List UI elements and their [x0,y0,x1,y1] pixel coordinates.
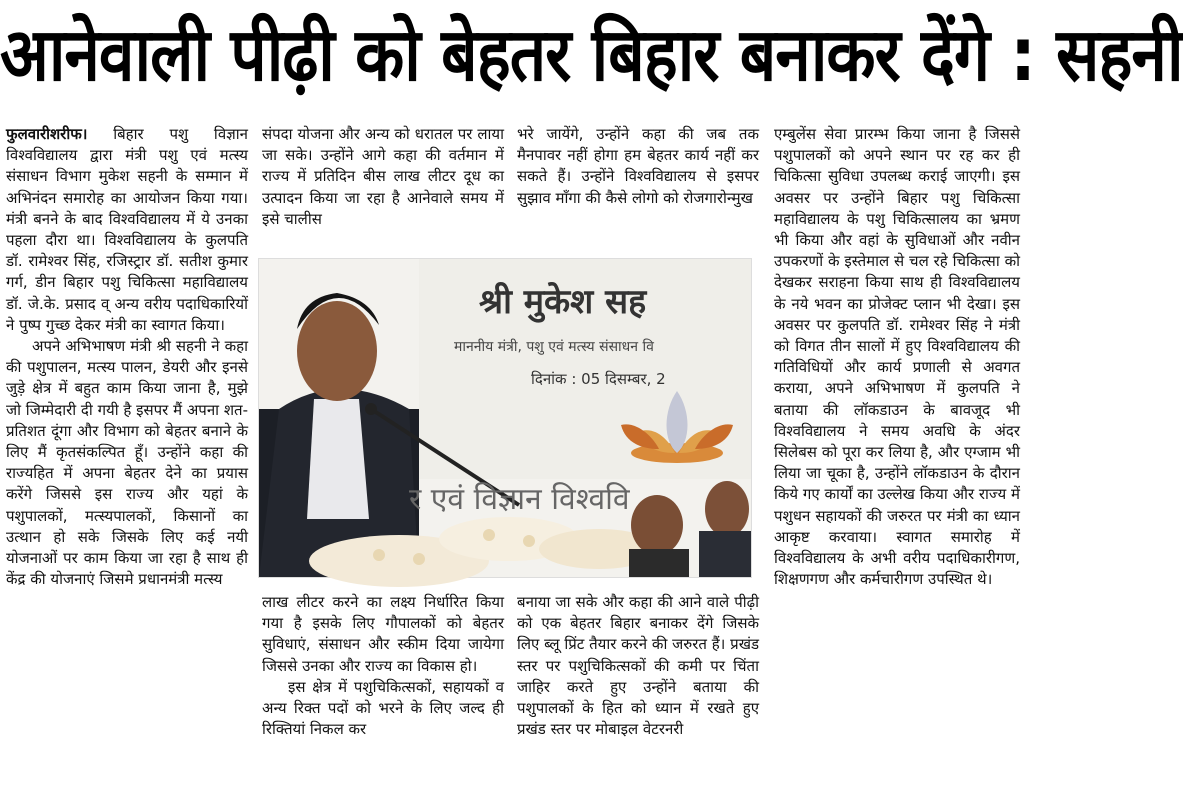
paragraph [6,124,248,336]
article-column-4 [774,124,1020,784]
paragraph: संपदा योजना और अन्य को धरातल पर लाया जा सके। उन्होंने आगे कहा की वर्तमान में राज्य में प्रतिदिन बीस लाख लीटर दूध का उत्पादन किया जा रहा है आनेवाले समय में इसे चालीस [262,125,504,228]
article-column-3-bottom [517,592,759,784]
banner-date: दिनांक : 05 दिसम्बर, 2 [531,370,666,388]
paragraph: भरे जायेंगे, उन्होंने कहा की जब तक मैनपावर नहीं होगा हम बेहतर कार्य नहीं कर सकते हैं। उन्होंने विश्वविद्यालय से इसपर सुझाव माँगा की कैसे लोगो को रोजगारोन्मुख [517,125,759,207]
event-photo [258,258,752,578]
article-column-2-top [262,124,504,254]
banner-subtitle: माननीय मंत्री, पशु एवं मत्स्य संसाधन वि [454,339,654,355]
paragraph: अपने अभिभाषण मंत्री श्री सहनी ने कहा की पशुपालन, मत्स्य पालन, डेयरी और इनसे जुड़े क्षेत्र में बहुत काम किया जाना है, मुझे जो जिम्मेदारी दी गयी है इसपर मैं अपना शत-प्रतिशत दूंगा और विभाग को बेहतर बनाने के लिए मैं कृतसंकल्पित हूँ। उन्होंने कहा की राज्यहित में अपना बेहतर देने का प्रयास करेंगे जिससे इस राज्य और यहां के पशुपालकों, मत्स्यपालकों, किसानों का उत्थान हो सके जिसके लिए कई नयी योजनाओं पर काम किया जा रहा है साथ ही केंद्र की योजनाएं जिसमे प्रधानमंत्री मत्स्य [6,337,248,589]
paragraph: लाख लीटर करने का लक्ष्य निर्धारित किया गया है इसके लिए गौपालकों को बेहतर सुविधाएं, संसाधन और स्कीम दिया जायेगा जिससे उनका और राज्य का विकास हो। [262,593,504,675]
paragraph: एम्बुलेंस सेवा प्रारम्भ किया जाना है जिससे पशुपालकों को अपने स्थान पर रह कर ही चिकित्सा सुविधा उपलब्ध कराई जाएगी। इस अवसर पर उन्होंने बिहार पशु चिकित्सा महाविद्यालय के पशु चिकित्सालय का भ्रमण भी किया और वहां के सुविधाओं और नवीन उपकरणों के इस्तेमाल से चल रहे चिकित्सा को देखकर सराहना किया साथ ही विश्वविद्यालय के नये भवन का प्रोजेक्ट प्लान भी देखा। इस अवसर पर कुलपति डॉ. रामेश्वर सिंह ने मंत्री को विगत तीन सालों में हुए विश्वविद्यालय की गतिविधियों और कार्य प्रणाली से अवगत कराया, अपने अभिभाषण में कुलपति ने बताया की लॉकडाउन के बावजूद भी विश्वविद्यालय ने समय अवधि के अंदर सिलेबस को पूरा कर लिया है, और एग्जाम भी लिया जा चूका है, उन्होंने लॉकडाउन के दौरान किये गए कार्यों का उल्लेख किया और राज्य में पशुधन सहायकों की जरुरत पर मंत्री का ध्यान आकृष्ट करवाया। स्वागत समारोह में विश्वविद्यालय के अभी वरीय पदाधिकारीगण, शिक्षणगण और कर्मचारीगण उपस्थित थे। [774,125,1020,589]
paragraph: बनाया जा सके और कहा की आने वाले पीढ़ी को एक बेहतर बिहार बनाकर देंगे जिसके लिए ब्लू प्रिंट तैयार करने की जरुरत हैं। प्रखंड स्तर पर पशुचिकित्सकों की कमी पर चिंता जाहिर करते हुए उन्होंने बताया की पशुपालकों के हित को ध्यान में रखते हुए प्रखंड स्तर पर मोबाइल वेटरनरी [517,593,759,739]
dateline: फुलवारीशरीफ। [6,125,88,143]
paragraph-text: बिहार पशु विज्ञान विश्वविद्यालय द्वारा मंत्री पशु एवं मत्स्य संसाधन विभाग मुकेश सहनी के सम्मान में अभिनंदन समारोह का आयोजन किया गया। मंत्री बनने के बाद विश्वविद्यालय में ये उनका पहला दौरा था। विश्वविद्यालय के कुलपति डॉ. रामेश्वर सिंह, रजिस्ट्रार डॉ. सतीश कुमार गर्ग, डीन बिहार पशु चिकित्सा महाविद्यालय डॉ. जे.के. प्रसाद व् अन्य वरीय पदाधिकारियों ने पुष्प गुच्छ देकर मंत्री का स्वागत किया। [6,125,248,334]
article-column-1 [6,124,248,784]
banner-bottom-text: र एवं विज्ञान विश्ववि [409,482,630,517]
headline: आनेवाली पीढ़ी को बेहतर बिहार बनाकर देंगे : सहनी [0,13,1183,99]
banner-title: श्री मुकेश सह [479,282,647,322]
paragraph: इस क्षेत्र में पशुचिकित्सकों, सहायकों व अन्य रिक्त पदों को भरने के लिए जल्द ही रिक्तियां निकल कर [262,677,504,739]
article-column-3-top [517,124,759,254]
article-column-2-bottom [262,592,504,784]
